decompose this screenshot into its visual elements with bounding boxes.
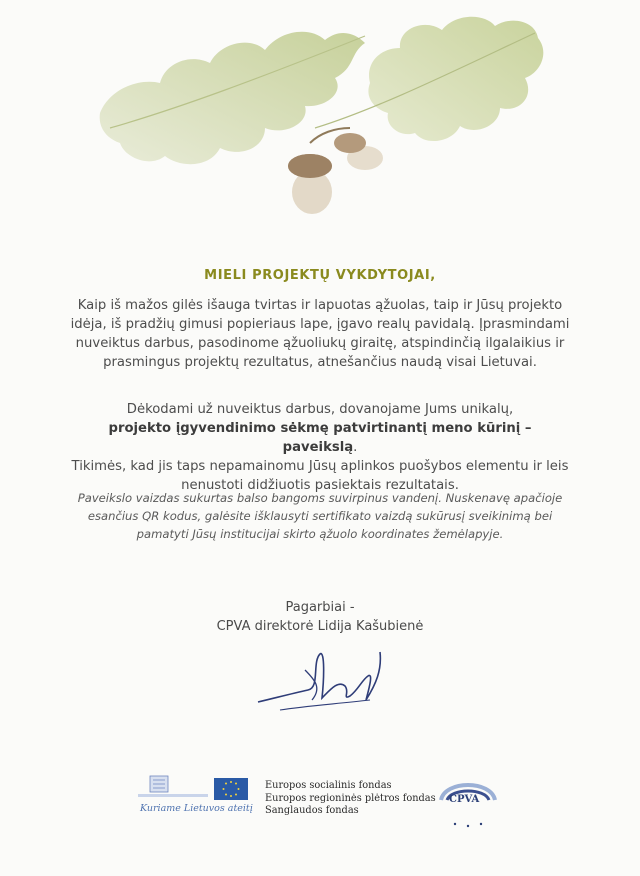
acorn-left [288,154,332,214]
eu-flag-icon [214,778,248,800]
letter-heading: MIELI PROJEKTŲ VYKDYTOJAI, [204,268,436,283]
gift-paragraph [70,400,570,495]
footer-tagline: Kuriame Lietuvos ateitį [140,803,253,814]
funds-list [265,780,436,818]
intro-paragraph: Kaip iš mažos gilės išauga tvirtas ir lapuotas ąžuolas, taip ir Jūsų projekto idėja, iš pradžių gimusi popieriaus lape, įgavo realų pavidalą. Įprasmindami nuveiktus darbus, pasodinome ąžuoliukų giraitę, atspindinčią ilgalaikius ir prasmingus projektų rezultatus, atnešančius naudą visai Lietuvai. [70,298,570,370]
gift-period: . [353,440,358,455]
fund-line: Europos socialinis fondas [265,780,392,791]
right-oak-leaf [368,17,543,141]
painting-note-paragraph: Paveikslo vaizdas sukurtas balso bangoms suvirpinus vandenį. Nuskenavę apačioje esančius QR kodus, galėsite išklausyti sertifikato vaizdą sukūrusį sveikinimą bei pamatyti Jūsų institucijai skirto ąžuolo koordinates žemėlapyje. [77,491,563,541]
closing-regards: Pagarbiai - [285,600,355,615]
gift-lead-text: Dėkodami už nuveiktus darbus, dovanojame Jums unikalų, [126,402,514,417]
fund-line: Sanglaudos fondas [265,805,359,816]
acorn-right [334,133,383,170]
gift-tail-text: Tikimės, kad jis taps nepamainomu Jūsų aplinkos puošybos elementu ir leis nenustoti didžiuotis pasiektais rezultatais. [71,459,569,493]
cpva-logo-text: CPVA [449,794,480,805]
handwritten-signature [250,640,390,720]
closing-signer: CPVA direktorė Lidija Kašubienė [216,619,424,634]
fund-line: Europos regioninės plėtros fondas [265,792,436,804]
gift-bold-text: projekto įgyvendinimo sėkmę patvirtinantį meno kūrinį – paveikslą [108,421,532,455]
oak-leaves-acorns-illustration [80,8,550,223]
